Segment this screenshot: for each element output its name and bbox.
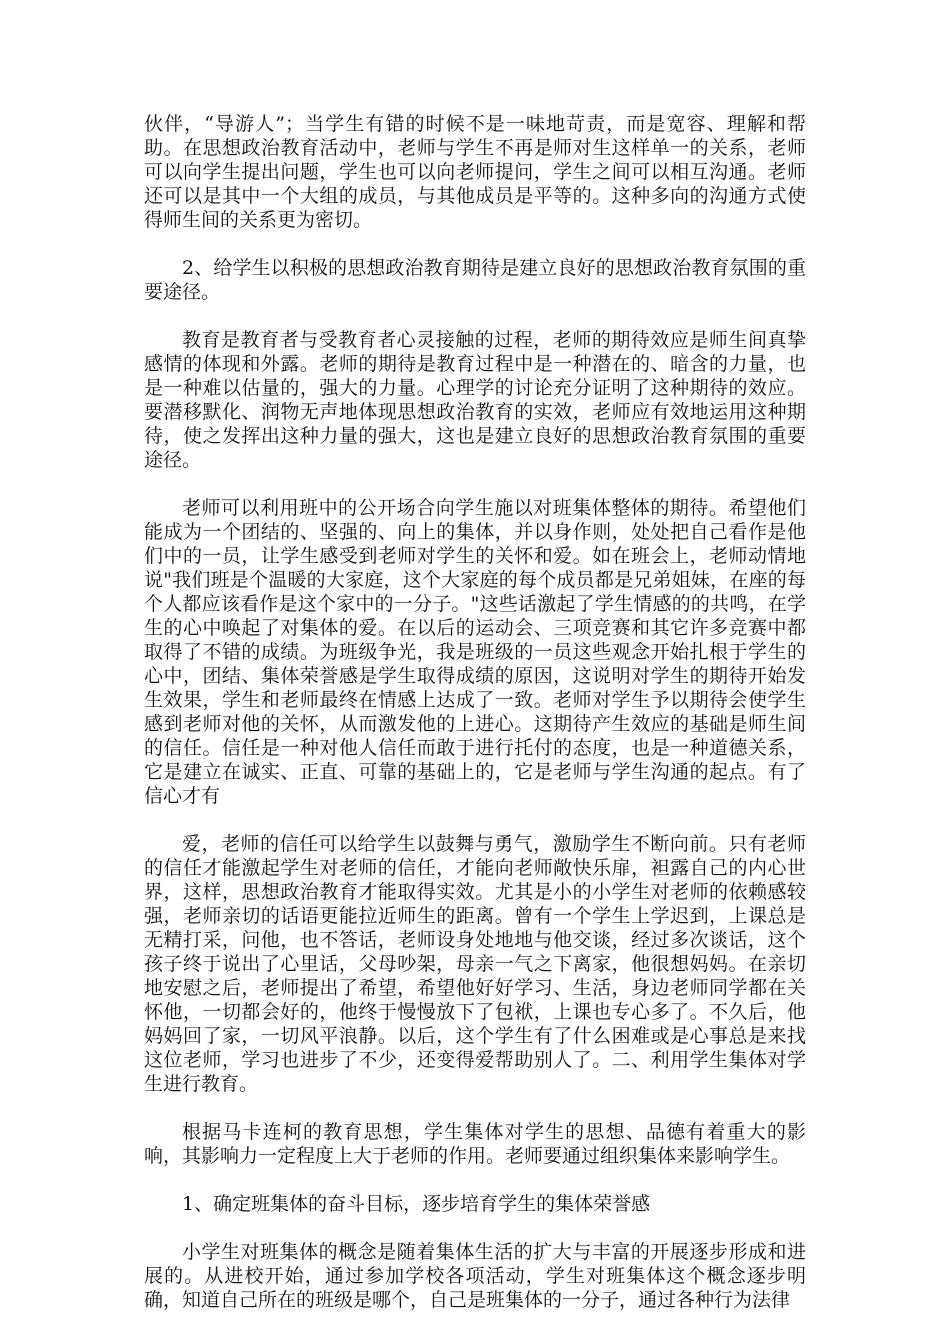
section-heading: 2、给学生以积极的思想政治教育期待是建立良好的思想政治教育氛围的重要途径。: [144, 257, 806, 303]
paragraph: 老师可以利用班中的公开场合向学生施以对班集体整体的期待。希望他们能成为一个团结的、坚强的、向上的集体，并以身作则，处处把自己看作是他们中的一员，让学生感受到老师对学生的关怀和爱。如在班会上，老师动情地说"我们班是个温暖的大家庭，这个大家庭的每个成员都是兄弟姐妹，在座的每个人都应该看作是这个家中的一分子。"这些话激起了学生情感的的共鸣，在学生的心中唤起了对集体的爱。在以后的运动会、三项竞赛和其它许多竞赛中都取得了不错的成绩。为班级争光，我是班级的一员这些观念开始扎根于学生的心中，团结、集体荣誉感是学生取得成绩的原因，这说明对学生的期待开始发生效果，学生和老师最终在情感上达成了一致。老师对学生予以期待会使学生感到老师对他的关怀，从而激发他的上进心。这期待产生效应的基础是师生间的信任。信任是一种对他人信任而敢于进行托付的态度，也是一种道德关系，它是建立在诚实、正直、可靠的基础上的，它是老师与学生沟通的起点。有了信心才有: [144, 497, 806, 807]
paragraph: 根据马卡连柯的教育思想，学生集体对学生的思想、品德有着重大的影响，其影响力一定程度上大于老师的作用。老师要通过组织集体来影响学生。: [144, 1121, 806, 1167]
paragraph: 小学生对班集体的概念是随着集体生活的扩大与丰富的开展逐步形成和进展的。从进校开始，通过参加学校各项活动，学生对班集体这个概念逐步明确，知道自己所在的班级是哪个，自己是班集体的一分子，通过各种行为法律: [144, 1241, 806, 1311]
document-page: [144, 112, 806, 1336]
paragraph: 伙伴，“导游人”；当学生有错的时候不是一味地苛责，而是宽容、理解和帮助。在思想政治教育活动中，老师与学生不再是师对生这样单一的关系，老师可以向学生提出问题，学生也可以向老师提问，学生之间可以相互沟通。老师还可以是其中一个大组的成员，与其他成员是平等的。这种多向的沟通方式使得师生间的关系更为密切。: [144, 113, 806, 231]
section-heading: 1、确定班集体的奋斗目标，逐步培育学生的集体荣誉感: [182, 1193, 651, 1215]
paragraph: 爱，老师的信任可以给学生以鼓舞与勇气，激励学生不断向前。只有老师的信任才能激起学生对老师的信任，才能向老师敞快乐扉，袒露自己的内心世界，这样，思想政治教育才能取得实效。尤其是小的小学生对老师的依赖感较强，老师亲切的话语更能拉近师生的距离。曾有一个学生上学迟到，上课总是无精打采，问他，也不答话，老师设身处地地与他交谈，经过多次谈话，这个孩子终于说出了心里话，父母吵架，母亲一气之下离家，他很想妈妈。在亲切地安慰之后，老师提出了希望，希望他好好学习、生活，身边老师同学都在关怀他，一切都会好的，他终于慢慢放下了包袱，上课也专心多了。不久后，他妈妈回了家，一切风平浪静。以后，这个学生有了什么困难或是心事总是来找这位老师，学习也进步了不少，还变得爱帮助别人了。二、利用学生集体对学生进行教育。: [144, 833, 806, 1095]
paragraph: 教育是教育者与受教育者心灵接触的过程，老师的期待效应是师生间真挚感情的体现和外露。老师的期待是教育过程中是一种潜在的、暗含的力量，也是一种难以估量的，强大的力量。心理学的讨论充分证明了这种期待的效应。要潜移默化、润物无声地体现思想政治教育的实效，老师应有效地运用这种期待，使之发挥出这种力量的强大，这也是建立良好的思想政治教育氛围的重要途径。: [144, 329, 806, 471]
